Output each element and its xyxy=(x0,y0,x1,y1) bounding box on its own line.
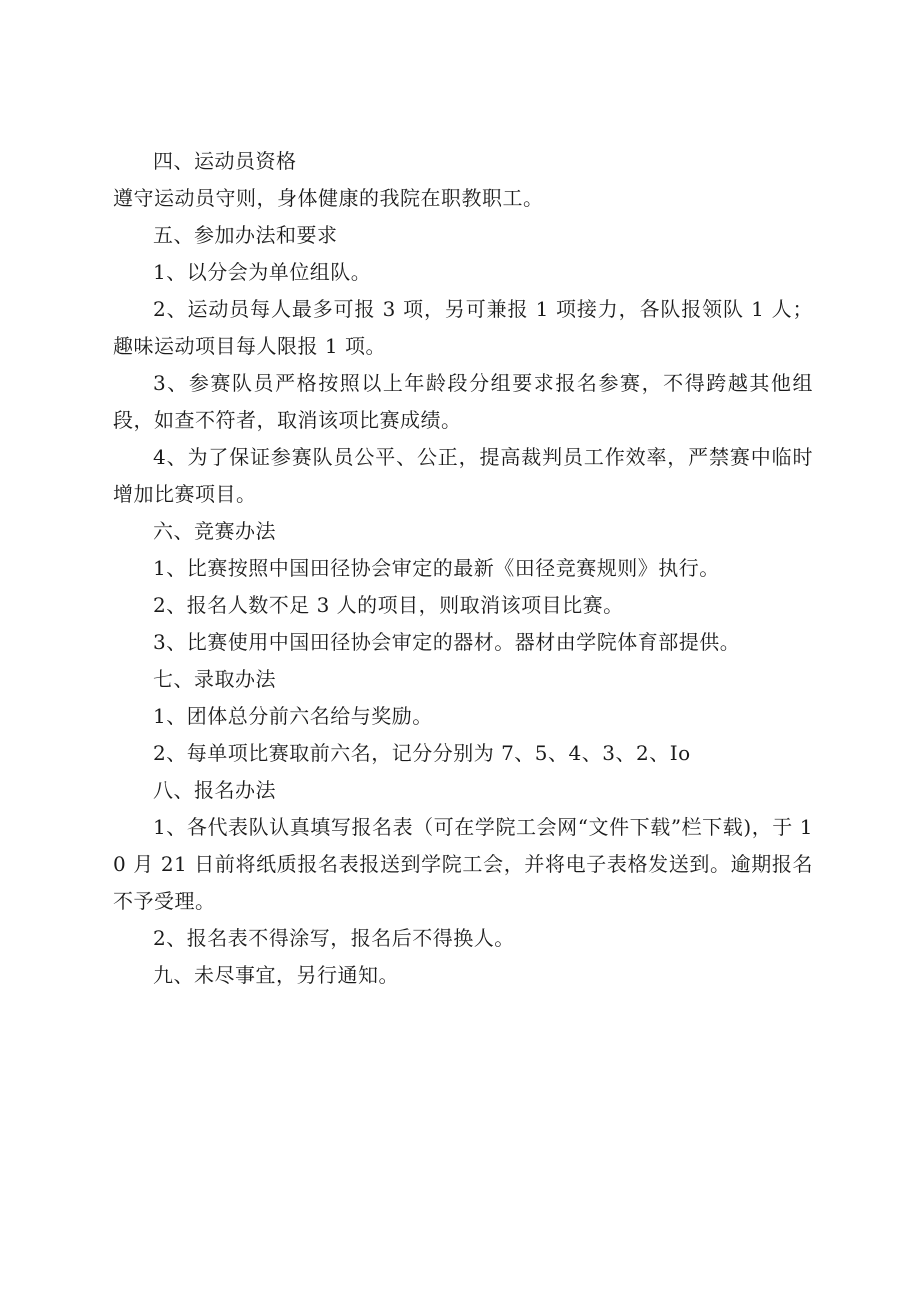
paragraph-participation-2: 2、运动员每人最多可报 3 项，另可兼报 1 项接力，各队报领队 1 人；趣味运动项目每人限报 1 项。 xyxy=(113,297,813,358)
paragraph-eligibility-text: 遵守运动员守则，身体健康的我院在职教职工。 xyxy=(113,186,544,210)
section-heading-participation: 五、参加办法和要求 xyxy=(153,223,338,247)
paragraph-participation-1: 1、以分会为单位组队。 xyxy=(153,260,372,284)
paragraph-participation-3: 3、参赛队员严格按照以上年龄段分组要求报名参赛，不得跨越其他组段，如查不符者，取消该项比赛成绩。 xyxy=(113,371,813,432)
document-body xyxy=(113,143,813,994)
paragraph-competition-2: 2、报名人数不足 3 人的项目，则取消该项目比赛。 xyxy=(153,593,624,617)
paragraph-competition-3: 3、比赛使用中国田径协会审定的器材。器材由学院体育部提供。 xyxy=(153,630,741,654)
section-heading-misc: 九、未尽事宜，另行通知。 xyxy=(153,963,399,987)
section-heading-registration: 八、报名办法 xyxy=(153,778,276,802)
section-heading-eligibility: 四、运动员资格 xyxy=(153,149,297,173)
paragraph-competition-1: 1、比赛按照中国田径协会审定的最新《田径竞赛规则》执行。 xyxy=(153,556,720,580)
paragraph-admission-2: 2、每单项比赛取前六名，记分分别为 7、5、4、3、2、Io xyxy=(153,741,691,765)
paragraph-participation-4: 4、为了保证参赛队员公平、公正，提高裁判员工作效率，严禁赛中临时增加比赛项目。 xyxy=(113,445,813,506)
paragraph-admission-1: 1、团体总分前六名给与奖励。 xyxy=(153,704,433,728)
paragraph-registration-2: 2、报名表不得涂写，报名后不得换人。 xyxy=(153,926,515,950)
paragraph-registration-1: 1、各代表队认真填写报名表（可在学院工会网“文件下载”栏下载)，于 10 月 21 日前将纸质报名表报送到学院工会，并将电子表格发送到。逾期报名不予受理。 xyxy=(113,815,813,913)
section-heading-competition: 六、竞赛办法 xyxy=(153,519,276,543)
section-heading-admission: 七、录取办法 xyxy=(153,667,276,691)
